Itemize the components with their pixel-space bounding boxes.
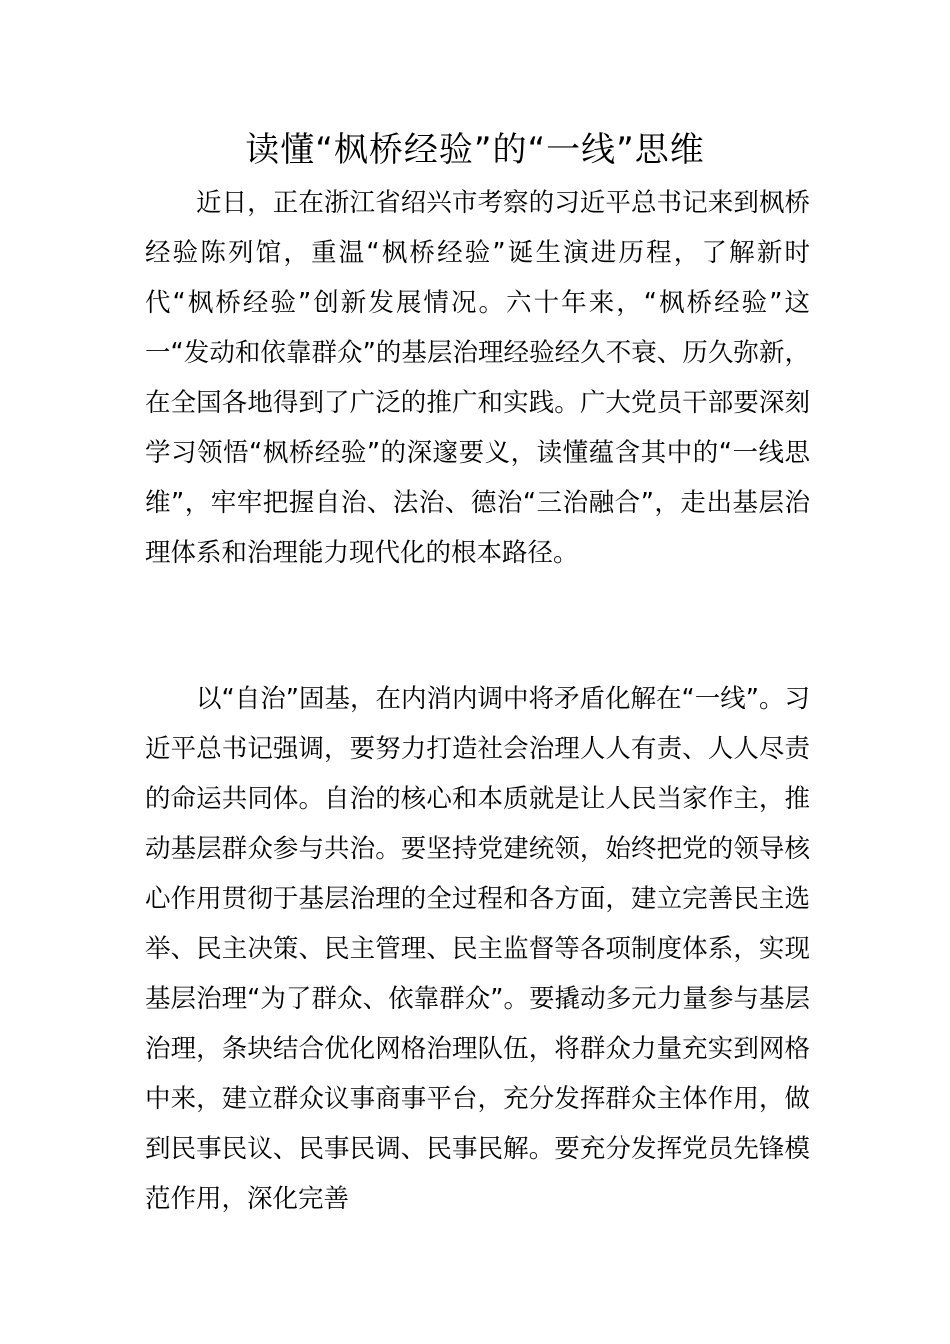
document-title: 读懂“枫桥经验”的“一线”思维 bbox=[245, 130, 705, 170]
paragraph-2: 以“自治”固基，在内消内调中将矛盾化解在“一线”。习近平总书记强调，要努力打造社会治理人人有责、人人尽责的命运共同体。自治的核心和本质就是让人民当家作主，推动基层群众参与共治。要坚持党建统领，始终把党的领导核心作用贯彻于基层治理的全过程和各方面，建立完善民主选举、民主决策、民主管理、民主监督等各项制度体系，实现基层治理“为了群众、依靠群众”。要撬动多元力量参与基层治理，条块结合优化网格治理队伍，将群众力量充实到网格中来，建立群众议事商事平台，充分发挥群众主体作用，做到民事民议、民事民调、民事民解。要充分发挥党员先锋模范作用，深化完善 bbox=[145, 684, 810, 1214]
paragraph-1: 近日，正在浙江省绍兴市考察的习近平总书记来到枫桥经验陈列馆，重温“枫桥经验”诞生演进历程，了解新时代“枫桥经验”创新发展情况。六十年来，“枫桥经验”这一“发动和依靠群众”的基层治理经验经久不衰、历久弥新，在全国各地得到了广泛的推广和实践。广大党员干部要深刻学习领悟“枫桥经验”的深邃要义，读懂蕴含其中的“一线思维”，牢牢把握自治、法治、德治“三治融合”，走出基层治理体系和治理能力现代化的根本路径。 bbox=[145, 188, 810, 568]
